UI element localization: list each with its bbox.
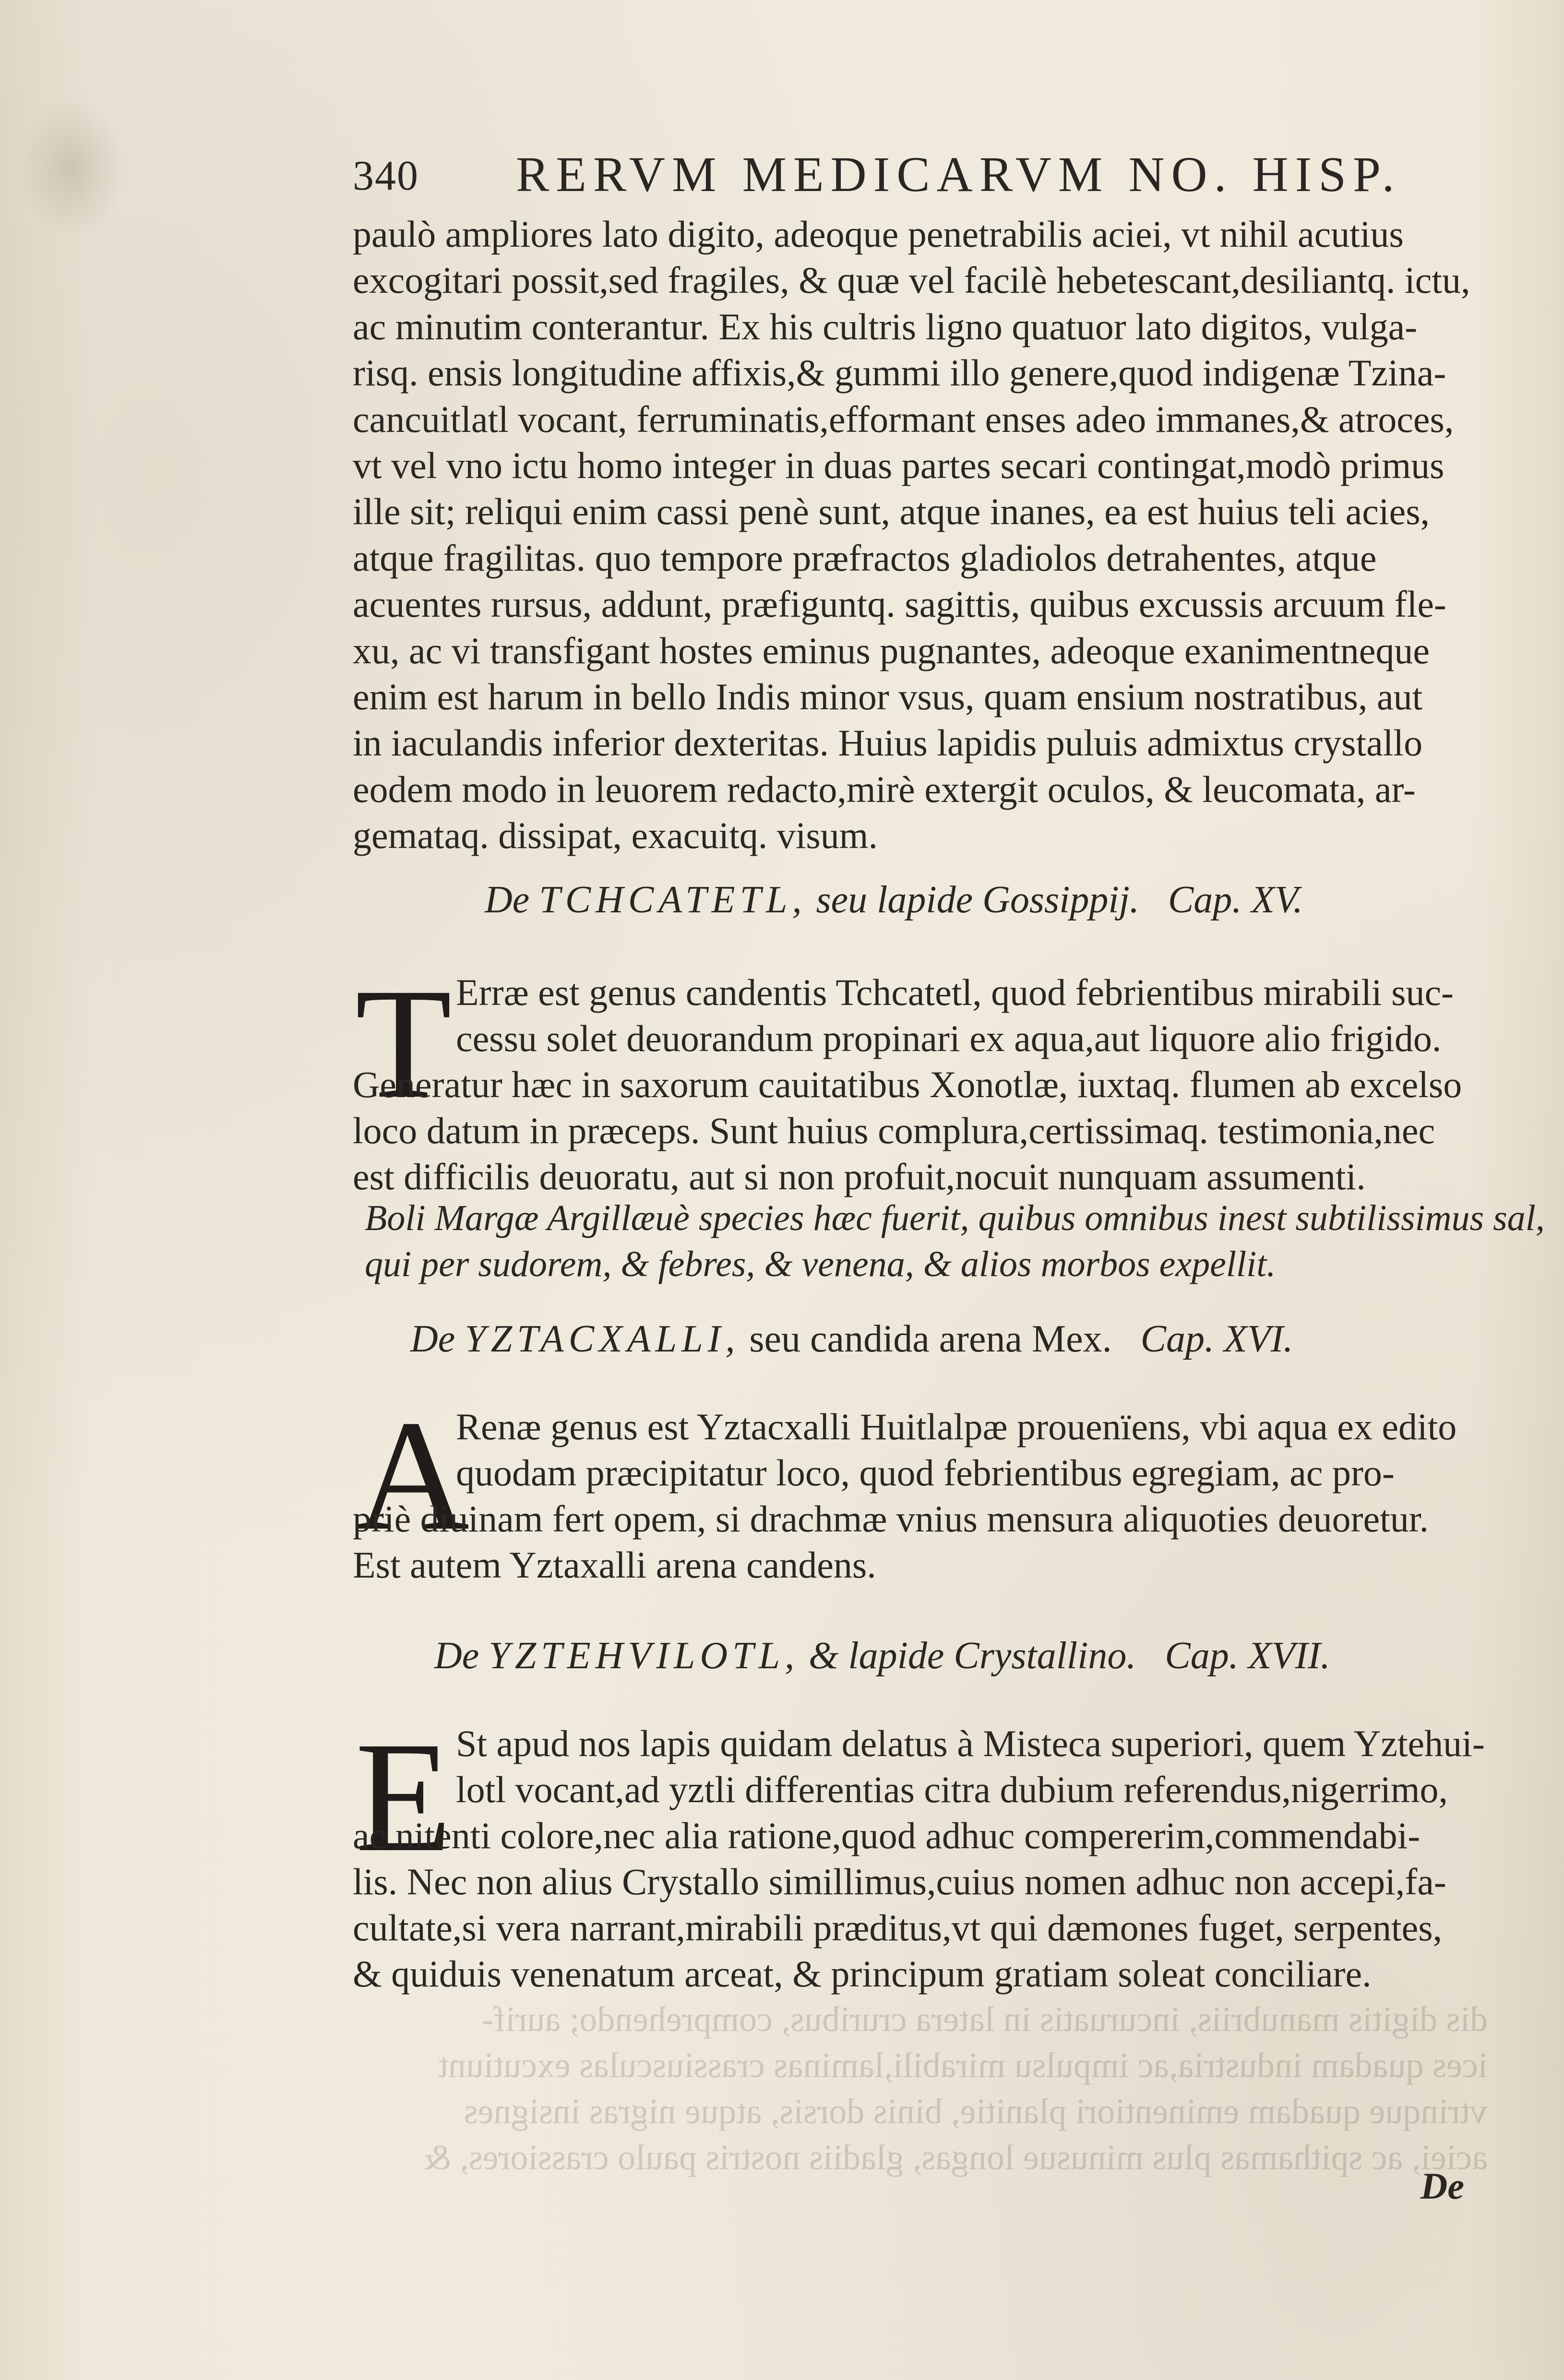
- text-line: acuentes rursus, addunt, præfiguntq. sagittis, quibus excussis arcuum fle-: [353, 583, 1446, 625]
- running-title: RERVM MEDICARVM NO. HISP.: [516, 147, 1401, 202]
- text-line: & quiduis venenatum arceat, & principum gratiam soleat conciliare.: [353, 1953, 1372, 1995]
- chapter-number: Cap. XVII.: [1165, 1635, 1330, 1677]
- page-number: 340: [353, 153, 419, 199]
- heading-subtitle: seu candida arena Mex.: [749, 1318, 1112, 1360]
- text-line: St apud nos lapis quidam delatus à Misteca superiori, quem Yztehui-: [456, 1722, 1485, 1764]
- paper-stain: [19, 96, 125, 240]
- page-header: [353, 140, 1476, 212]
- text-line: eodem modo in leuorem redacto,mirè extergit oculos, & leucomata, ar-: [353, 768, 1416, 810]
- bleed-through-text: [365, 1997, 1488, 2181]
- text-line: ille sit; reliqui enim cassi penè sunt, atque inanes, ea est huius teli acies,: [353, 490, 1430, 533]
- text-line: loco datum in præceps. Sunt huius complura,certissimaq. testimonia,nec: [353, 1110, 1435, 1151]
- paragraph-continued: [353, 211, 1495, 859]
- chapter-heading-16: [410, 1317, 1293, 1361]
- chapter-15-text: [353, 969, 1462, 1200]
- text-line: Renæ genus est Yztacxalli Huitlalpæ prouenïens, vbi aqua ex edito: [456, 1406, 1457, 1447]
- text-line: gemataq. dissipat, exacuitq. visum.: [353, 814, 878, 857]
- text-line: priè diuinam fert opem, si drachmæ vnius mensura aliquoties deuoretur.: [353, 1498, 1429, 1540]
- text-line: Generatur hæc in saxorum cauitatibus Xonotlæ, iuxtaq. flumen ab excelso: [353, 1064, 1462, 1105]
- chapter-heading-15: [485, 878, 1303, 922]
- heading-name: YZTEHVILOTL,: [489, 1635, 800, 1677]
- bleed-line: vtrinque quadam eminentiori planitie, binis dorsis, atque nigras insignes: [464, 2092, 1488, 2131]
- text-line: ac nitenti colore,nec alia ratione,quod adhuc compererim,commendabi-: [353, 1815, 1421, 1856]
- text-line: risq. ensis longitudine affixis,& gummi illo genere,quod indigenæ Tzina-: [353, 352, 1446, 394]
- heading-subtitle: seu lapide Gossippij.: [816, 879, 1139, 921]
- annotation-note: [365, 1195, 1545, 1287]
- bleed-line: dis digitis manubriis, incuruatis in latera cruribus, comprehendo; aurif-: [481, 2000, 1488, 2039]
- heading-name: YZTACXALLI,: [465, 1318, 740, 1360]
- chapter-heading-17: [434, 1634, 1330, 1678]
- catchword: De: [1421, 2165, 1464, 2207]
- heading-prefix: De: [485, 879, 530, 921]
- note-line: Boli Margæ Argillæuè species hæc fuerit, quibus omnibus inest subtilissimus sal,: [365, 1198, 1545, 1238]
- bleed-line: ices quadam industria,ac impulsu mirabili,laminas crassiusculas excutiunt: [438, 2046, 1488, 2085]
- text-line: paulò ampliores lato digito, adeoque penetrabilis aciei, vt nihil acutius: [353, 213, 1404, 255]
- text-line: excogitari possit,sed fragiles, & quæ vel facilè hebetescant,desiliantq. ictu,: [353, 259, 1470, 301]
- text-line: cessu solet deuorandum propinari ex aqua,aut liquore alio frigido.: [456, 1017, 1442, 1059]
- heading-prefix: De: [410, 1318, 455, 1360]
- heading-name: TCHCATETL,: [539, 879, 807, 921]
- text-line: vt vel vno ictu homo integer in duas partes secari contingat,modò primus: [353, 444, 1445, 487]
- text-line: quodam præcipitatur loco, quod febrientibus egregiam, ac pro-: [456, 1452, 1395, 1494]
- text-line: cancuitlatl vocant, ferruminatis,efformant enses adeo immanes,& atroces,: [353, 398, 1454, 440]
- drop-cap: E: [355, 1710, 452, 1885]
- text-line: Est autem Yztaxalli arena candens.: [353, 1544, 876, 1586]
- text-line: lotl vocant,ad yztli differentias citra dubium referendus,nigerrimo,: [456, 1769, 1448, 1810]
- text-line: atque fragilitas. quo tempore præfractos gladiolos detrahentes, atque: [353, 537, 1377, 579]
- chapter-17-text: [353, 1721, 1485, 1997]
- text-line: in iaculandis inferior dexteritas. Huius lapidis puluis admixtus crystallo: [353, 722, 1423, 764]
- bleed-line: aciei, ac spithamas plus minusue longas, gladiis nostris paulo crassiores, &: [423, 2138, 1488, 2177]
- chapter-16-text: [353, 1404, 1457, 1588]
- text-line: Erræ est genus candentis Tchcatetl, quod febrientibus mirabili suc-: [456, 971, 1454, 1013]
- chapter-number: Cap. XV.: [1168, 879, 1303, 921]
- note-line: qui per sudorem, & febres, & venena, & alios morbos expellit.: [365, 1244, 1276, 1284]
- heading-prefix: De: [434, 1635, 479, 1677]
- text-line: lis. Nec non alius Crystallo simillimus,cuius nomen adhuc non accepi,fa-: [353, 1861, 1446, 1902]
- drop-cap: A: [355, 1388, 470, 1563]
- text-line: ac minutim conterantur. Ex his cultris ligno quatuor lato digitos, vulga-: [353, 305, 1418, 347]
- heading-subtitle: & lapide Crystallino.: [809, 1635, 1136, 1677]
- text-line: cultate,si vera narrant,mirabili præditus,vt qui dæmones fuget, serpentes,: [353, 1907, 1443, 1949]
- drop-cap: T: [355, 956, 452, 1131]
- text-line: est difficilis deuoratu, aut si non profuit,nocuit nunquam assumenti.: [353, 1156, 1366, 1197]
- text-line: xu, ac vi transfigant hostes eminus pugnantes, adeoque exanimentneque: [353, 629, 1430, 671]
- text-line: enim est harum in bello Indis minor vsus, quam ensium nostratibus, aut: [353, 676, 1423, 718]
- chapter-number: Cap. XVI.: [1140, 1318, 1293, 1360]
